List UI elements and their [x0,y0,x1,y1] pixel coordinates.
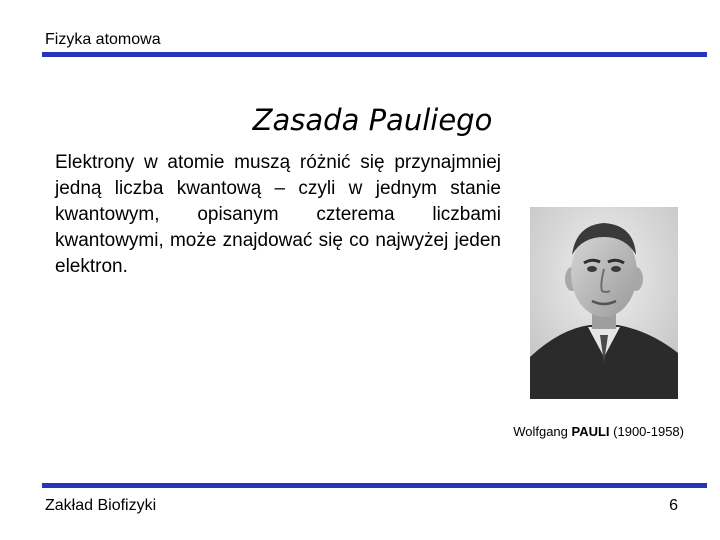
header-title: Fizyka atomowa [45,31,161,48]
caption-first-name: Wolfgang [513,424,572,439]
slide-body-text: Elektrony w atomie muszą różnić się przynajmniej jedną liczba kwantową – czyli w jednym stanie kwantowym, opisanym czterema liczbami kwantowymi, może znajdować się co najwyżej jeden elektron. [55,152,501,277]
portrait-caption [480,424,684,439]
portrait-illustration [530,207,678,399]
page-number: 6 [669,497,678,514]
header-divider [42,52,707,57]
footer-divider [42,483,707,488]
portrait-photo [530,207,678,399]
slide-title: Zasada Pauliego [252,103,493,138]
caption-years: (1900-1958) [609,424,684,439]
caption-last-name: PAULI [571,424,610,439]
footer-organization: Zakład Biofizyki [45,497,157,514]
